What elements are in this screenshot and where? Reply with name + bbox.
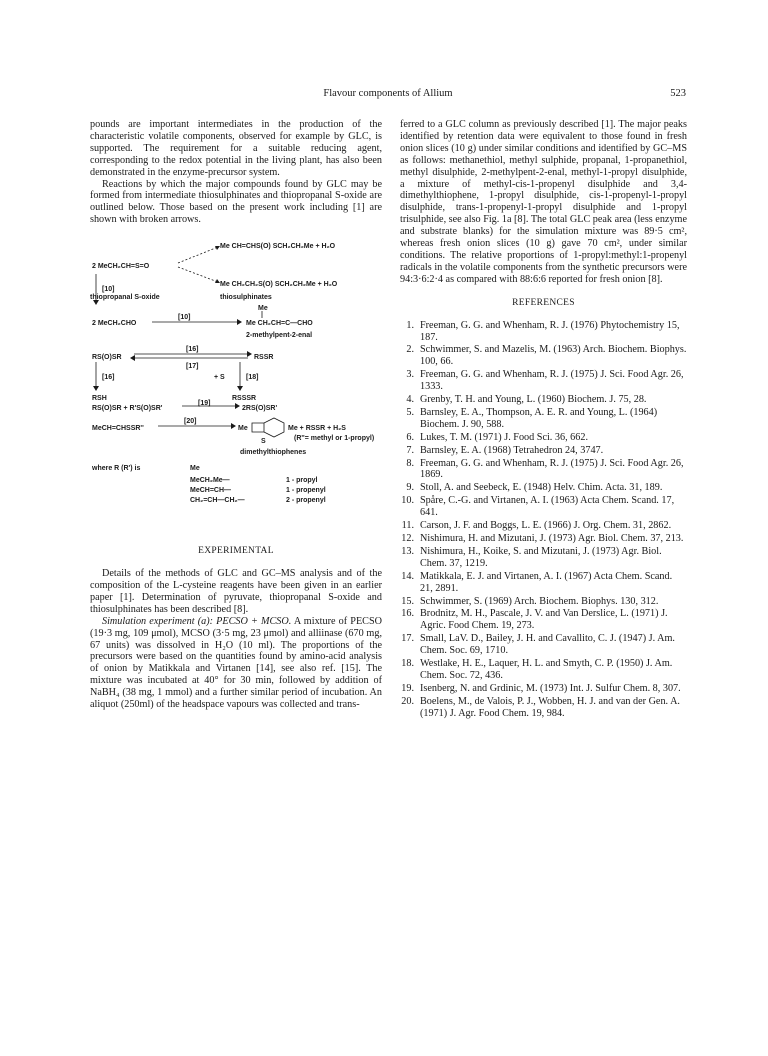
reference-number: 13. [401,545,414,557]
text-run: A mixture of PECSO (19·3 mg, 109 μmol), MCSO (3·5 mg, 23 μmol) and alliinase (670 mg, 67 units) was dissolved in H₂O (10 ml). The proportions of the precursors were based on the quantities found by amino-acid analysis of onion by Matikkala and Virtanen [14], see also ref. [15]. The mixture was incubated at 40° for 30 min, followed by addition of NaBH₄ (38 mg, 1 mmol) and a further similar period of incubation. An aliquot (250ml) of the headspace vapours was collected and trans- [90,615,382,711]
reference-text: Freeman, G. G. and Whenham, R. J. (1975) J. Sci. Food Agr. 26, 1869. [420,457,684,481]
sulphur-addition: + S [214,374,225,382]
r-definition: (R''= methyl or 1-propyl) [294,435,375,443]
page-number: 523 [670,88,686,99]
product-propenyl-thiosulphinate: Me CH=CHS(O) SCH₂CH₂Me + H₂O [220,243,336,251]
product-trisulphide: RSSSR [232,395,257,403]
reference-item [400,696,687,720]
r-propyl-name: 1 - propyl [286,477,318,485]
reference-number: 3. [406,369,414,381]
ref-label: [16] [186,346,199,354]
reference-text: Schwimmer, S. (1969) Arch. Biochem. Biophys. 130, 312. [420,595,659,607]
reference-item [400,495,687,519]
reactant-thiosulphinate: RS(O)SR [92,354,122,362]
thiophene-products: Me + RSSR + H₂S [288,425,346,433]
running-header [90,88,686,104]
reference-item [400,458,687,482]
paragraph: ferred to a GLC column as previously described [1]. The major peaks identified by retention data were equivalent to those found in fresh onion slices (10 g) under similar conditions and identified by GC–MS as follows: methanethiol, methyl sulphide, propanal, 1-propanethiol, methyl disulphide, 2-methylpent-2-enal, methyl-1-propyl disulphide, a mixture of methyl-cis-1-propenyl disulphide and 3,4-dimethylthiophene, 1-propyl disulphide, cis-1-propenyl-1-propyl disulphide, trans-1-propenyl-1-propyl disulphide and 1-propyl trisulphide, see also Fig. 1a [8]. The total GLC peak area (less enzyme and substrate blanks) for the simulation mixture was 89·5 cm², whereas fresh onion slices (10 g) gave 70 cm², under similar conditions. The relative proportions of 1-propyl:methyl:1-propenyl radicals in the volatile components from the synthetic precursors were 94:3·6:2·4 as compared with 88:6:6 reported for fresh onion [8]. [400,119,687,285]
paragraph [90,616,382,711]
left-column [90,119,382,711]
reference-item [400,320,687,344]
ref-label: [16] [102,374,115,382]
ref-label: [10] [178,314,191,322]
reference-item [400,432,687,444]
reference-text: Barnsley, E. A., Thompson, A. E. R. and Young, L. (1964) Biochem. J. 90, 588. [420,406,658,430]
reference-item [400,546,687,570]
reactant-thiopropanal-s-oxide: 2 MeCH₂CH=S=O [92,263,150,271]
reference-number: 17. [401,633,414,645]
product-thiol: RSH [92,395,107,403]
r-propyl-formula: MeCH₂Me— [190,477,230,485]
reference-text: Matikkala, E. J. and Virtanen, A. I. (1967) Acta Chem. Scand. 21, 2891. [420,570,673,594]
ref-label: [10] [102,286,115,294]
reference-number: 4. [406,394,414,406]
reference-text: Spåre, C.-G. and Virtanen, A. I. (1963) Acta Chem. Scand. 17, 641. [420,495,675,519]
thiophene-methyl-left: Me [238,425,248,433]
reference-item [400,571,687,595]
r-methyl: Me [190,465,200,473]
reference-item [400,407,687,431]
where-label: where R (R') is [92,465,141,473]
label-thiopropanal-s-oxide: thiopropanal S-oxide [90,294,160,302]
reference-number: 6. [406,431,414,443]
italic-run: Simulation experiment (a): PECSO + MCSO. [102,615,292,627]
running-title [90,88,686,99]
reference-text: Brodnitz, M. H., Pascale, J. V. and Van Derslice, L. (1971) J. Agric. Food Chem. 19, 273. [420,608,668,632]
r-propenyl-formula: MeCH=CH— [190,487,232,495]
reference-number: 8. [406,457,414,469]
reactant-propanal: 2 MeCH₂CHO [92,320,137,328]
reference-number: 12. [401,533,414,544]
label-thiosulphinates: thiosulphinates [220,294,272,302]
label-methylpentenal: 2-methylpent-2-enal [246,332,313,340]
reaction-scheme [90,236,382,534]
reference-number: 1. [406,319,414,331]
reference-text: Freeman, G. G. and Whenham, R. J. (1975) J. Sci. Food Agr. 26, 1333. [420,369,684,393]
reference-number: 11. [401,520,414,532]
dashed-arrow-down [178,267,218,282]
reference-item [400,608,687,632]
right-column [400,119,687,721]
reference-number: 7. [406,444,414,456]
methyl-label: Me [258,305,268,313]
reference-item [400,658,687,682]
reference-text: Stoll, A. and Seebeck, E. (1948) Helv. Chim. Acta. 31, 189. [420,482,663,494]
reference-number: 19. [401,682,414,694]
product-propyl-thiosulphinate: Me CH₂CH₂S(O) SCH₂CH₂Me + H₂O [220,281,338,289]
reference-item [400,344,687,368]
running-title-text: Flavour components of Allium [323,88,453,99]
reference-text: Carson, J. F. and Boggs, L. E. (1966) J. Org. Chem. 31, 2862. [420,520,672,532]
reference-item [400,533,687,545]
reference-list [400,320,687,720]
reference-text: Nishimura, H. and Mizutani, J. (1973) Agr. Biol. Chem. 37, 213. [420,533,684,544]
paragraph: Details of the methods of GLC and GC–MS analysis and of the composition of the L-cysteine reagents have been given in an earlier paper [1]. Determination of pyruvate, thiopropanal S-oxide and thiosulphinates has been described [8]. [90,568,382,615]
reference-text: Freeman, G. G. and Whenham, R. J. (1976) Phytochemistry 15, 187. [420,319,680,343]
thiophene-ring-2 [264,418,284,437]
reference-text: Nishimura, H., Koike, S. and Mizutani, J. (1973) Agr. Biol. Chem. 37, 1219. [420,545,662,569]
reference-text: Boelens, M., de Valois, P. J., Wobben, H. J. and van der Gen. A. (1971) J. Agr. Food Chem. 19, 984. [420,695,680,719]
reference-text: Isenberg, N. and Grdinic, M. (1973) Int. J. Sulfur Chem. 8, 307. [420,682,681,694]
reactant-propenyl-disulphide: MeCH=CHSSR'' [92,425,144,433]
reference-item [400,596,687,608]
reference-number: 20. [401,695,414,707]
reference-item [400,633,687,657]
reference-number: 9. [406,482,414,494]
reference-text: Small, LaV. D., Bailey, J. H. and Cavallito, C. J. (1947) J. Am. Chem. Soc. 69, 1710. [420,633,675,657]
reactant-mixed-thiosulphinates: RS(O)SR + R'S(O)SR' [92,405,163,413]
thiophene-sulphur: S [261,438,266,446]
ref-label: [19] [198,400,211,408]
reference-text: Grenby, T. H. and Young, L. (1960) Biochem. J. 75, 28. [420,394,647,406]
r-propenyl-name: 1 - propenyl [286,487,326,495]
reference-item [400,369,687,393]
reference-text: Barnsley, E. A. (1968) Tetrahedron 24, 3747. [420,444,604,456]
label-dimethylthiophenes: dimethylthiophenes [240,449,307,457]
product-methylpentenal: Me CH₂CH=C—CHO [246,320,313,328]
reference-item [400,482,687,494]
reference-text: Westlake, H. E., Laquer, H. L. and Smyth, C. P. (1950) J. Am. Chem. Soc. 72, 436. [420,658,673,681]
ref-label: [20] [184,418,197,426]
product-disulphide: RSSR [254,354,274,362]
reference-item [400,445,687,457]
dashed-arrow-up [178,247,218,263]
thiophene-ring [252,423,264,432]
reference-item [400,683,687,695]
reference-item [400,394,687,406]
reference-number: 15. [401,595,414,607]
reference-text: Lukes, T. M. (1971) J. Food Sci. 36, 662. [420,431,588,443]
reference-number: 2. [406,344,414,356]
ref-label: [18] [246,374,259,382]
reference-number: 18. [401,658,414,670]
section-heading-references: REFERENCES [512,297,575,308]
paragraph: pounds are important intermediates in the production of the characteristic volatile components, observed for example by GLC, is supported. The requirement for a suitable reducing agent, corresponding to the redox potential in the living plant, has also been demonstrated in the enzyme-precursor system. [90,119,382,178]
paragraph: Reactions by which the major compounds found by GLC may be formed from intermediate thiosulphinates and thiopropanal S-oxide are outlined below. Those based on the present work including [1] are shown with broken arrows. [90,178,382,226]
r-allyl-formula: CH₂=CH—CH₂— [190,497,245,505]
reference-number: 16. [401,608,414,620]
product-mixed-thiosulphinate: 2RS(O)SR' [242,405,278,413]
reference-number: 10. [401,495,414,507]
r-allyl-name: 2 - propenyl [286,497,326,505]
ref-label: [17] [186,363,199,371]
reference-number: 5. [406,406,414,418]
section-heading-experimental: EXPERIMENTAL [198,546,274,557]
reference-item [400,520,687,532]
reference-number: 14. [401,570,414,582]
reference-text: Schwimmer, S. and Mazelis, M. (1963) Arch. Biochem. Biophys. 100, 66. [420,344,687,368]
